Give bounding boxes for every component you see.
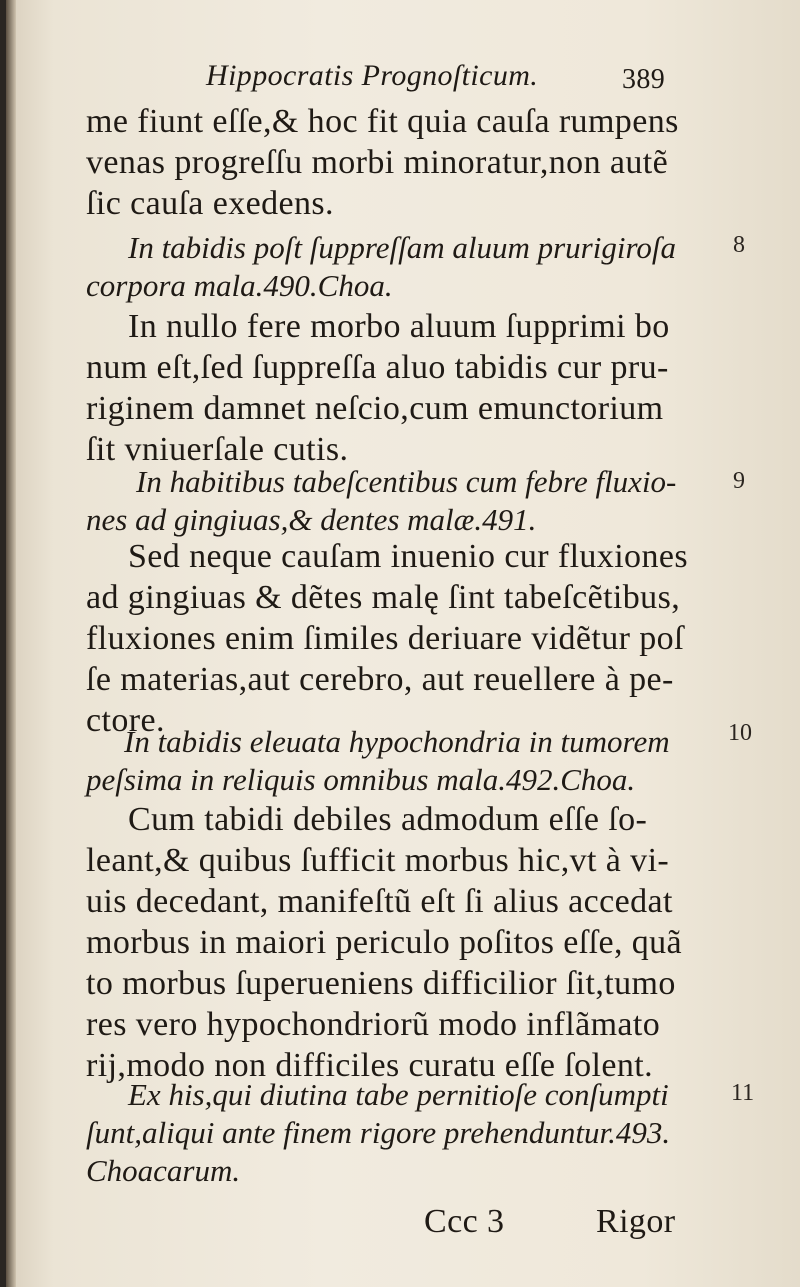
aphorism-line: Choacarum. — [86, 1153, 241, 1188]
commentary-line: fluxiones enim ſimiles deriuare vidẽtur poſ — [86, 620, 684, 657]
text-line: me fiunt eſſe,& hoc fit quia cauſa rumpens — [86, 103, 679, 140]
commentary-line: to morbus ſuperueniens difficilior ſit,tumo — [86, 965, 676, 1002]
commentary-line: leant,& quibus ſufficit morbus hic,vt à vi- — [86, 842, 670, 879]
aphorism-line: In tabidis poſt ſuppreſſam aluum prurigiroſa — [128, 230, 676, 265]
commentary-line: riginem damnet neſcio,cum emunctorium — [86, 390, 664, 427]
aphorism-line: corpora mala.490.Choa. — [86, 268, 393, 303]
signature-mark: Ccc 3 — [424, 1203, 505, 1240]
commentary-line: uis decedant, manifeſtũ eſt ſi alius accedat — [86, 883, 673, 920]
commentary-line: morbus in maiori periculo poſitos eſſe, quã — [86, 924, 683, 961]
commentary-line: num eſt,ſed ſuppreſſa aluo tabidis cur pru- — [86, 349, 669, 386]
aphorism-line: peſsima in reliquis omnibus mala.492.Choa. — [86, 762, 636, 797]
commentary-line: ſe materias,aut cerebro, aut reuellere à pe- — [86, 661, 674, 698]
marginal-number: 9 — [733, 468, 745, 494]
page-gutter — [6, 0, 16, 1287]
commentary-line: Cum tabidi debiles admodum eſſe ſo- — [128, 801, 648, 838]
text-line: venas progreſſu morbi minoratur,non autẽ — [86, 144, 669, 181]
aphorism-line: In habitibus tabeſcentibus cum febre fluxio- — [136, 464, 677, 499]
commentary-line: ad gingiuas & dẽtes malę ſint tabeſcẽtibus, — [86, 579, 681, 616]
aphorism-line: Ex his,qui diutina tabe pernitioſe conſumpti — [128, 1077, 669, 1112]
book-page — [6, 0, 800, 1287]
running-head: Hippocratis Prognoſticum. — [206, 59, 539, 92]
aphorism-line: In tabidis eleuata hypochondria in tumorem — [124, 724, 670, 759]
commentary-line: In nullo fere morbo aluum ſupprimi bo — [128, 308, 670, 345]
marginal-number: 11 — [731, 1080, 755, 1106]
text-line: ſic cauſa exedens. — [86, 185, 334, 222]
aphorism-line: nes ad gingiuas,& dentes malæ.491. — [86, 502, 537, 537]
commentary-line: rij,modo non difficiles curatu eſſe ſolent. — [86, 1047, 654, 1084]
marginal-number: 8 — [733, 232, 745, 258]
catchword: Rigor — [596, 1203, 676, 1240]
commentary-line: Sed neque cauſam inuenio cur fluxiones — [128, 538, 688, 575]
marginal-number: 10 — [728, 720, 752, 746]
commentary-line: ctore. — [86, 702, 165, 739]
commentary-line: ſit vniuerſale cutis. — [86, 431, 349, 468]
aphorism-line: ſunt,aliqui ante finem rigore prehenduntur.493. — [86, 1115, 671, 1150]
page-number: 389 — [622, 64, 666, 95]
commentary-line: res vero hypochondriorũ modo inflãmato — [86, 1006, 661, 1043]
